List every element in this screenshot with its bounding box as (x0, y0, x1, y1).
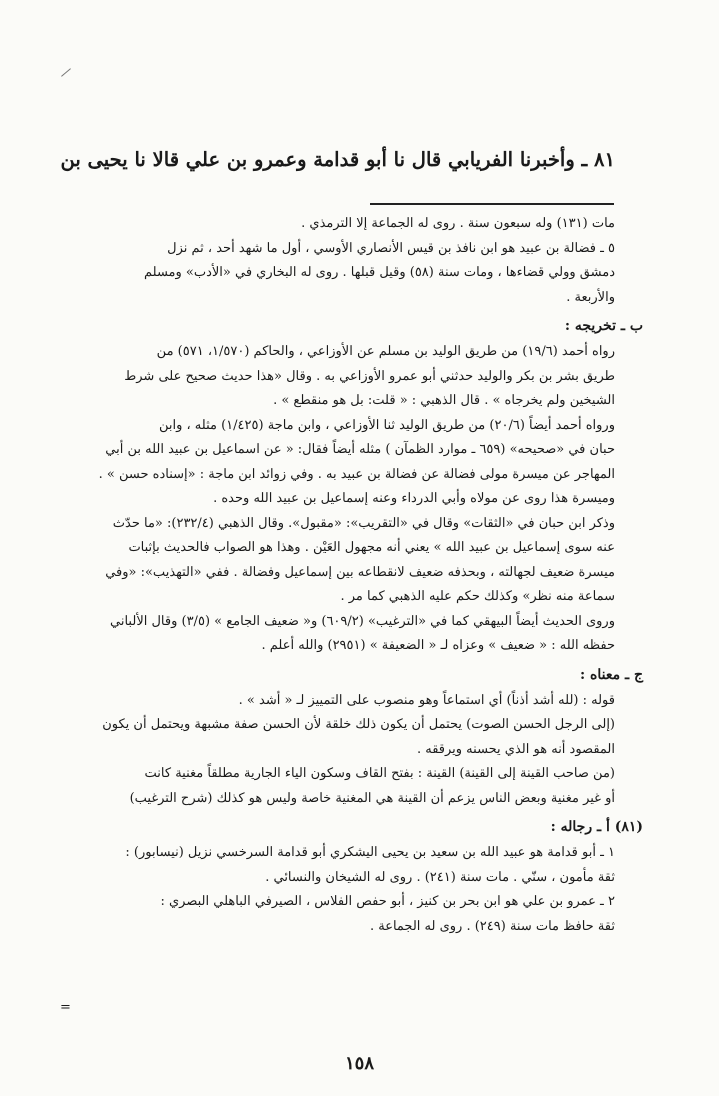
paragraph-line: عنه سوى إسماعيل بن عبيد الله » يعني أنه مجهول العَيْن . وهذا هو الصواب فالحديث بإثبات (128, 540, 615, 555)
footnote-line: ٥ ـ فضالة بن عبيد هو ابن نافذ بن قيس الأنصاري الأوسي ، أول ما شهد أحد ، ثم نزل (167, 240, 615, 256)
footnote-line: والأربعة . (566, 289, 615, 305)
paragraph-line: طريق بشر بن بكر والوليد حدثني أبو عمرو الأوزاعي به . وقال «هذا حديث صحيح على شرط (124, 368, 615, 384)
paragraph-line: (إلى الرجل الحسن الصوت) يحتمل أن يكون ذلك خلقة لأن الحسن صفة مشبهة ويحتمل أن يكون (102, 717, 615, 732)
paragraph-line: وروى الحديث أيضاً البيهقي كما في «الترغيب» (٦٠٩/٢) و« ضعيف الجامع » (٣/٥) وقال الألباني (110, 613, 615, 629)
paragraph-line: ثقة حافظ مات سنة (٢٤٩) . روى له الجماعة . (369, 918, 615, 934)
paragraph-line: ثقة مأمون ، سنّي . مات سنة (٢٤١) . روى له الشيخان والنسائي . (265, 869, 615, 885)
paragraph-line: أو غير مغنية وبعض الناس يزعم أن القينة هي المغنية خاصة وليس هو كذلك (شرح الترغيب) (129, 790, 615, 806)
section-maanah (60, 662, 643, 812)
section-title: (٨١) أ ـ رجاله : (550, 819, 643, 835)
paragraph-line: وذكر ابن حبان في «الثقات» وقال في «التقريب»: «مقبول». وقال الذهبي (٢٣٢/٤): «ما حدّث (112, 515, 615, 531)
footnote-separator (370, 203, 614, 205)
footnote-line: مات (١٣١) وله سبعون سنة . روى له الجماعة إلا الترمذي . (301, 216, 615, 231)
paragraph-line: قوله : (لله أشد أذناً) أي استماعاً وهو منصوب على التمييز لـ « أشد » . (238, 692, 615, 708)
continuation-mark: = (60, 1000, 71, 1015)
footnote-line: دمشق وولي قضاءها ، ومات سنة (٥٨) وقيل قبلها . روى له البخاري في «الأدب» ومسلم (143, 265, 615, 280)
paragraph-line: (من صاحب القينة إلى القينة) القينة : بفتح القاف وسكون الياء الجارية مطلقاً مغنية كانت (144, 766, 615, 781)
paragraph-line: المقصود أنه هو الذي يحسنه ويرققه . (416, 741, 615, 757)
footnotes (60, 212, 615, 310)
page-body (60, 212, 643, 939)
paragraph-line: حفظه الله : « ضعيف » وعزاه لـ « الضعيفة » (٢٩٥١) والله أعلم . (261, 638, 615, 653)
paragraph-line: ورواه أحمد أيضاً (٢٠/٦) من طريق الوليد ثنا الأوزاعي ، وابن ماجة (١/٤٢٥) مثله ، وابن (158, 417, 615, 433)
paragraph-line: حبان في «صحيحه» (٦٥٩ ـ موارد الظمآن ) مثله أيضاً فقال: « عن اسماعيل بن عبيد الله بن أبي (105, 442, 615, 457)
paragraph-line: المهاجر عن ميسرة مولى فضالة عن فضالة بن عبيد به . وفي زوائد ابن ماجة : «إسناده حسن » . (98, 466, 615, 482)
paragraph-line: ٢ ـ عمرو بن علي هو ابن بحر بن كنيز ، أبو حفص الفلاس ، الصيرفي الباهلي البصري : (160, 894, 615, 909)
hadith-heading: ٨١ ـ وأخبرنا الفريابي قال نا أبو قدامة وعمرو بن علي قالا نا يحيى بن (60, 148, 615, 171)
paragraph-line: ١ ـ أبو قدامة هو عبيد الله بن سعيد بن يحيى اليشكري أبو قدامة السرخسي نزيل (نيسابور) : (125, 845, 615, 860)
paragraph-line: رواه أحمد (١٩/٦) من طريق الوليد بن مسلم عن الأوزاعي ، والحاكم (١/٥٧٠، ٥٧١) من (156, 344, 615, 359)
paragraph-line: وميسرة هذا روى عن مولاه وأبي الدرداء وعنه إسماعيل بن عبيد الله وحده . (213, 491, 615, 506)
scan-mark (61, 68, 71, 76)
section-title: ج ـ معناه : (579, 666, 643, 683)
section-rijaluh (60, 814, 643, 939)
page-number: ١٥٨ (344, 1053, 374, 1074)
paragraph-line: الشيخين ولم يخرجاه » . قال الذهبي : « قلت: بل هو منقطع » . (273, 393, 615, 408)
section-takhrij (60, 313, 643, 659)
paragraph-line: ميسرة ضعيف لجهالته ، وبحذفه ضعيف لانقطاعه بين إسماعيل وفضالة . ففي «التهذيب»: «وفي (105, 564, 615, 580)
paragraph-line: سماعة منه نظر» وكذلك حكم عليه الذهبي كما مر . (340, 589, 615, 604)
section-title: ب ـ تخريجه : (564, 318, 643, 334)
